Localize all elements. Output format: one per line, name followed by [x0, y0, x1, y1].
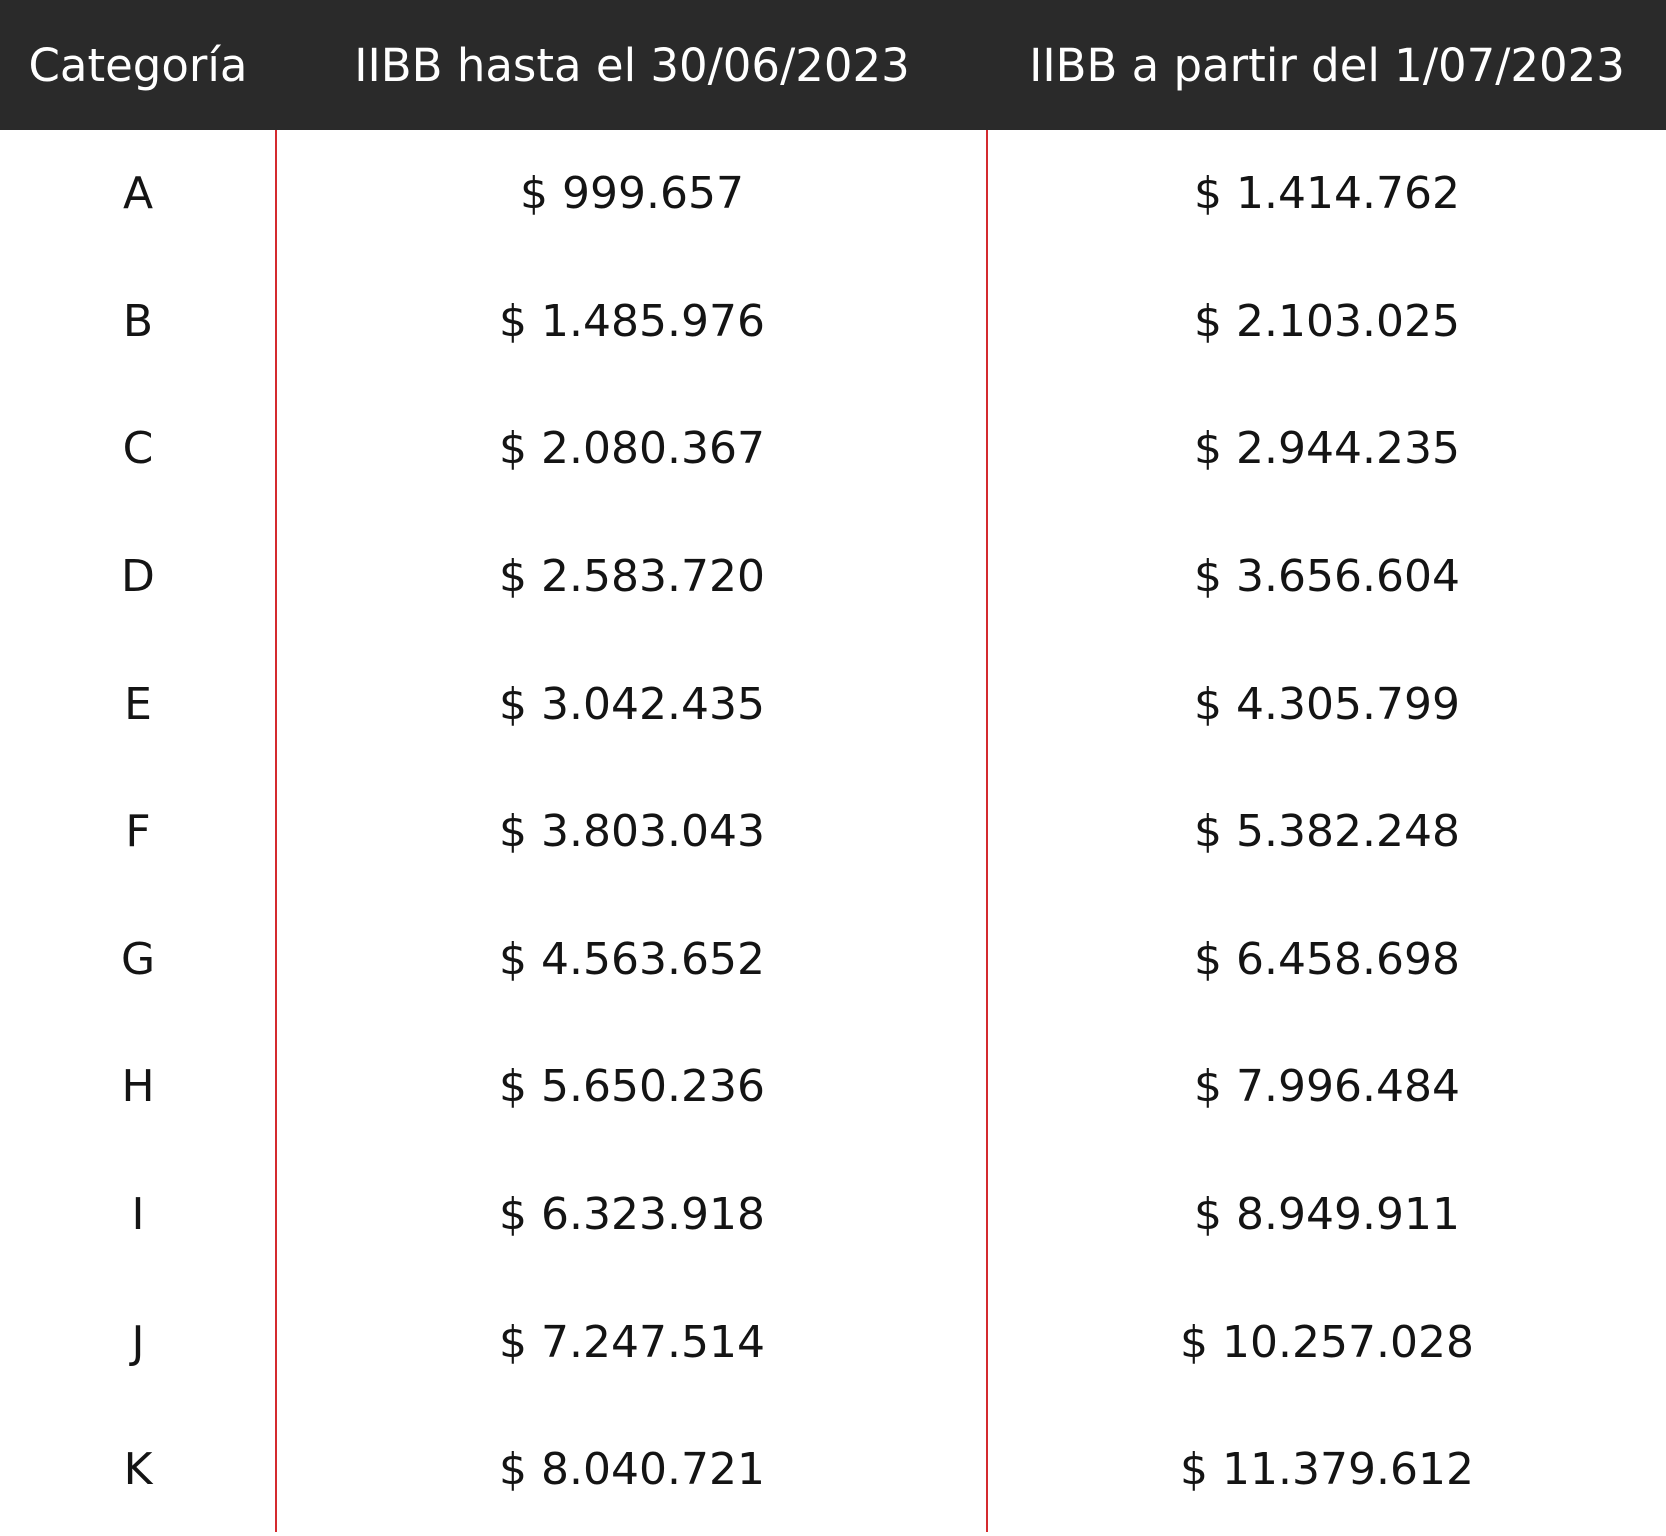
category-cell: G: [120, 933, 156, 985]
header-after-date: IIBB a partir del 1/07/2023: [1029, 38, 1625, 92]
table-row: [0, 513, 1666, 641]
table-row: [0, 768, 1666, 896]
table-row: [0, 896, 1666, 1024]
table-row: [0, 1023, 1666, 1151]
table-row: [0, 130, 1666, 258]
before-value-cell: $ 2.583.720: [499, 551, 765, 603]
after-value-cell: $ 4.305.799: [1194, 678, 1460, 730]
after-value-cell: $ 11.379.612: [1180, 1444, 1474, 1496]
table-row: [0, 258, 1666, 386]
category-cell: E: [124, 678, 152, 730]
category-cell: B: [122, 295, 154, 347]
after-value-cell: $ 10.257.028: [1180, 1316, 1474, 1368]
after-value-cell: $ 5.382.248: [1194, 806, 1460, 858]
before-value-cell: $ 999.657: [520, 168, 744, 220]
header-category: Categoría: [28, 38, 248, 92]
before-value-cell: $ 6.323.918: [499, 1189, 765, 1241]
category-cell: I: [131, 1189, 145, 1241]
before-value-cell: $ 3.803.043: [499, 806, 765, 858]
before-value-cell: $ 1.485.976: [499, 295, 765, 347]
table-row: [0, 640, 1666, 768]
before-value-cell: $ 2.080.367: [499, 423, 765, 475]
category-cell: F: [125, 806, 151, 858]
category-cell: J: [131, 1316, 145, 1368]
table-row: [0, 1151, 1666, 1279]
category-cell: A: [122, 168, 154, 220]
after-value-cell: $ 8.949.911: [1194, 1189, 1460, 1241]
after-value-cell: $ 3.656.604: [1194, 551, 1460, 603]
category-cell: C: [122, 423, 154, 475]
category-cell: D: [121, 551, 155, 603]
after-value-cell: $ 2.103.025: [1194, 295, 1460, 347]
table-row: [0, 1278, 1666, 1406]
after-value-cell: $ 1.414.762: [1194, 168, 1460, 220]
before-value-cell: $ 3.042.435: [499, 678, 765, 730]
category-cell: H: [121, 1061, 155, 1113]
after-value-cell: $ 7.996.484: [1194, 1061, 1460, 1113]
before-value-cell: $ 7.247.514: [499, 1316, 765, 1368]
table-row: [0, 385, 1666, 513]
after-value-cell: $ 6.458.698: [1194, 933, 1460, 985]
category-cell: K: [123, 1444, 153, 1496]
before-value-cell: $ 5.650.236: [499, 1061, 765, 1113]
after-value-cell: $ 2.944.235: [1194, 423, 1460, 475]
table-header: [0, 0, 1666, 130]
header-before-date: IIBB hasta el 30/06/2023: [354, 38, 910, 92]
table-body: [0, 130, 1666, 1534]
table-row: [0, 1406, 1666, 1534]
before-value-cell: $ 4.563.652: [499, 933, 765, 985]
before-value-cell: $ 8.040.721: [499, 1444, 765, 1496]
